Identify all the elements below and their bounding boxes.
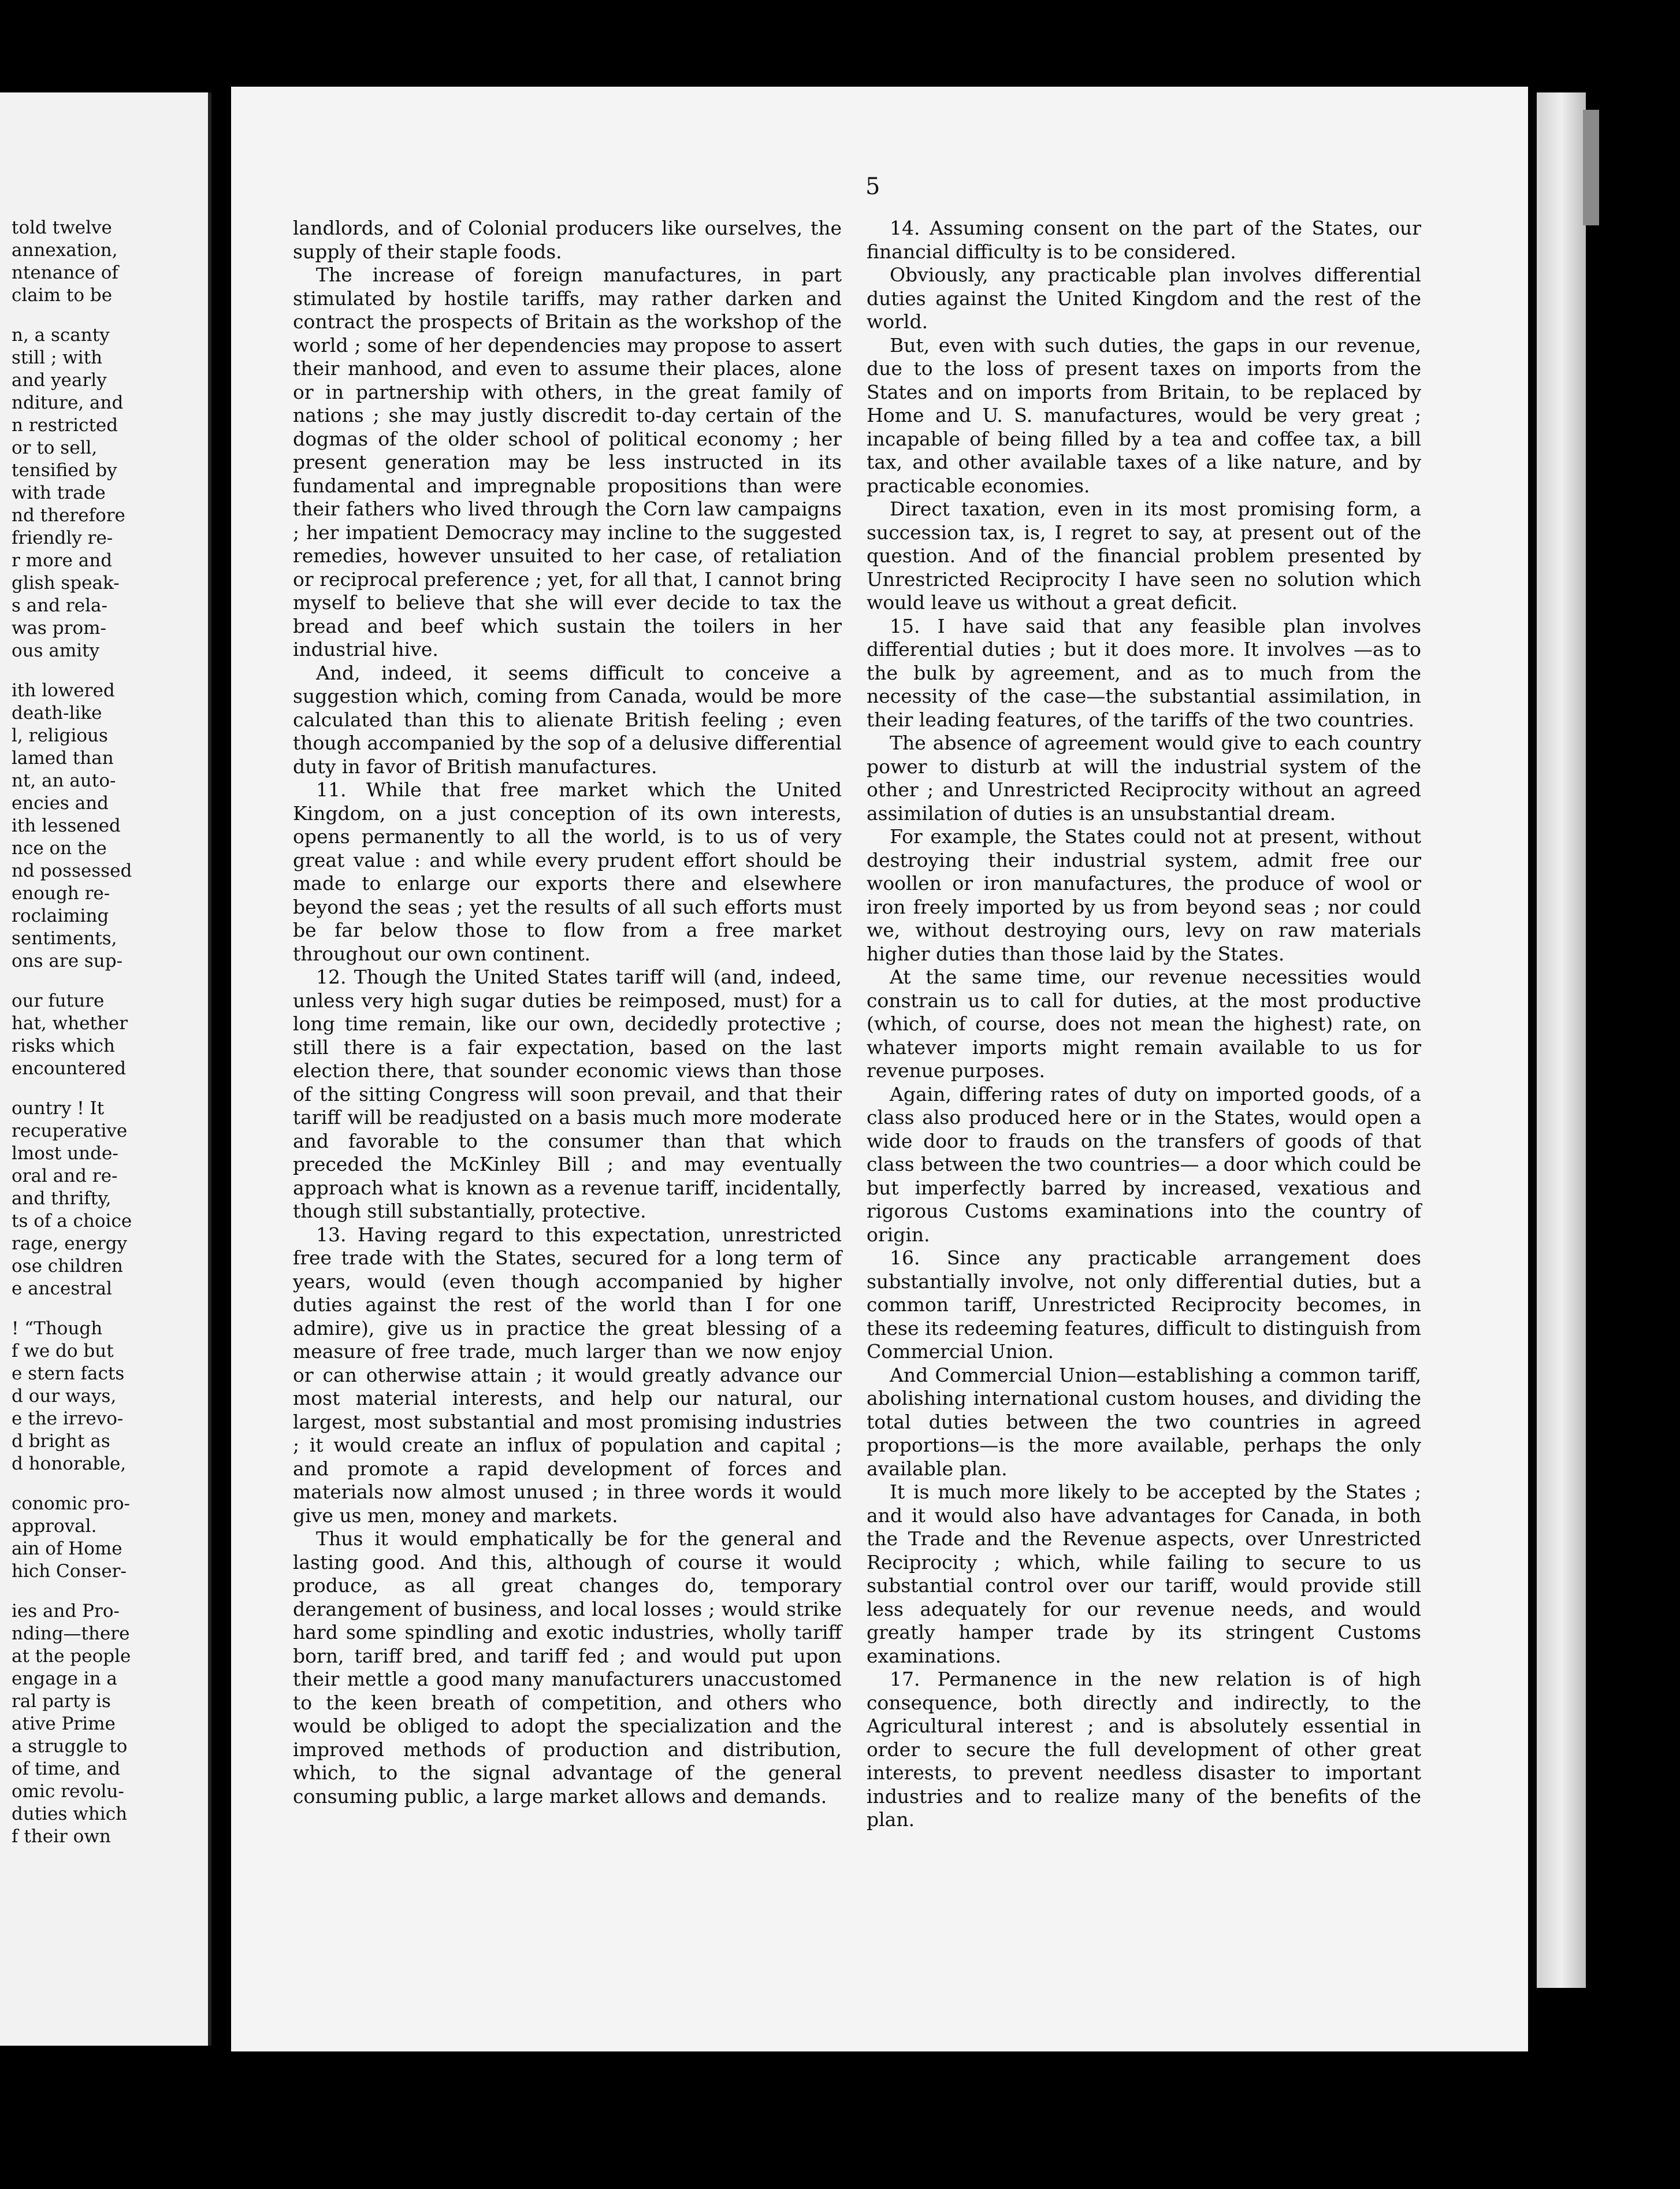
facing-page-line: rage, energy [12, 1233, 128, 1254]
line-gap [12, 662, 185, 680]
facing-page-line: our future [12, 990, 105, 1011]
paragraph: It is much more likely to be accepted by the States ; and it would also have advantages for Canada, in both the Trade and the Revenue aspects, over Unrestricted Reciprocity ; which, while failing to secure to us substantial control over our tariff, would provide still less adequately for our revenue needs, and would greatly hamper trade by its stringent Customs examinations. [867, 1481, 1421, 1667]
facing-page-line: nd therefore [12, 505, 125, 526]
facing-page-line: omic revolu- [12, 1781, 124, 1802]
facing-page-line: ose children [12, 1256, 123, 1277]
facing-page-line: n restricted [12, 415, 118, 436]
facing-page-line: at the people [12, 1646, 131, 1667]
facing-page-line: enough re- [12, 883, 110, 904]
facing-page-line: of time, and [12, 1758, 121, 1779]
facing-page-line: ith lessened [12, 815, 121, 836]
facing-page-line: encies and [12, 793, 109, 814]
paragraph: The absence of agreement would give to each country power to disturb at will the industrial system of the other ; and Unrestricted Reciprocity without an agreed assimilation of duties is an unsubstantial dream. [867, 732, 1421, 825]
facing-page-line: nd possessed [12, 860, 132, 881]
facing-page-line: n, a scanty [12, 325, 110, 346]
facing-page-line: ith lowered [12, 680, 115, 701]
facing-page-line: r more and [12, 550, 113, 571]
paragraph: And Commercial Union—establishing a common tariff, abolishing international custom houses, and dividing the total duties between the two countries in agreed proportions—is the more available, perhaps the only available plan. [867, 1363, 1421, 1480]
line-gap [12, 1080, 185, 1097]
line-gap [12, 1475, 185, 1493]
facing-page-line: ral party is [12, 1691, 111, 1712]
facing-page-line: nditure, and [12, 392, 124, 413]
facing-page-line: engage in a [12, 1668, 117, 1689]
facing-page-line: ons are sup- [12, 951, 123, 971]
facing-page-line: d bright as [12, 1431, 110, 1452]
facing-page-line: recuperative [12, 1121, 128, 1141]
facing-page-line: roclaiming [12, 906, 109, 926]
paragraph: Obviously, any practicable plan involves differential duties against the United Kingdom and the rest of the world. [867, 264, 1421, 333]
facing-page-line: friendly re- [12, 528, 113, 548]
line-gap [12, 1300, 185, 1318]
facing-page-line: tensified by [12, 460, 117, 481]
facing-page-line: ain of Home [12, 1538, 122, 1559]
paragraph: The increase of foreign manufactures, in part stimulated by hostile tariffs, may rather darken and contract the prospects of Britain as the workshop of the world ; some of her dependencies may propose to assert their manhood, and even to assume their places, alone or in partnership with others, in the great family of nations ; she may justly discredit to-day certain of the dogmas of the older school of political economy ; her present generation may be less instructed in its fundamental and impregnable propositions than were their fathers who lived through the Corn law campaigns ; her impatient Democracy may incline to the suggested remedies, however unsuited to her case, of retaliation or reciprocal preference ; yet, for all that, I cannot bring myself to believe that she will ever decide to tax the bread and beef which sustain the toilers in her industrial hive. [293, 264, 842, 661]
paragraph: But, even with such duties, the gaps in our revenue, due to the loss of present taxes on imports from the States and on imports from Britain, to be replaced by Home and U. S. manufactures, would be very great ; incapable of being filled by a tea and coffee tax, a bill tax, and other available taxes of a like nature, and by practicable economies. [867, 333, 1421, 497]
paragraph: For example, the States could not at present, without destroying their industrial system, admit free our woollen or iron manufactures, the produce of wool or iron freely imported by us from beyond seas ; nor could we, without destroying ours, levy on raw materials higher duties than those laid by the States. [867, 825, 1421, 965]
facing-page-line: e the irrevo- [12, 1408, 124, 1429]
facing-page-line: oral and re- [12, 1166, 118, 1186]
facing-page-line: ountry ! It [12, 1098, 105, 1119]
facing-page-line: a struggle to [12, 1736, 128, 1757]
facing-page-line: lmost unde- [12, 1143, 118, 1164]
facing-page-line: ative Prime [12, 1713, 116, 1734]
facing-page-line: d our ways, [12, 1386, 117, 1407]
line-gap [12, 1583, 185, 1600]
facing-page-line: or to sell, [12, 437, 98, 458]
paragraph: 14. Assuming consent on the part of the States, our financial difficulty is to be considered. [867, 217, 1421, 263]
paragraph: 12. Though the United States tariff will (and, indeed, unless very high sugar duties be reimposed, must) for a long time remain, like our own, decidedly protective ; still there is a fair expectation, based on the last election there, that sounder economic views than those of the sitting Congress will soon prevail, and that their tariff will be readjusted on a basis much more moderate and favorable to the consumer than that which preceded the McKinley Bill ; and may eventually approach what is known as a revenue tariff, incidentally, though still substantially, protective. [293, 966, 842, 1222]
facing-page-line: was prom- [12, 618, 106, 639]
facing-page-line: risks which [12, 1036, 115, 1056]
facing-page-line: nt, an auto- [12, 770, 116, 791]
paragraph: 11. While that free market which the United Kingdom, on a just conception of its own interests, opens permanently to all the world, is to us of very great value : and while every prudent effort should be made to enlarge our exports there and elsewhere beyond the seas ; yet the results of all such efforts must be far below those to flow from a free market throughout our own continent. [293, 778, 842, 965]
facing-page-line: death-like [12, 703, 102, 724]
facing-page-line: and thrifty, [12, 1188, 111, 1209]
facing-page-line: annexation, [12, 240, 118, 261]
facing-page-line: encountered [12, 1058, 127, 1079]
right-text-column [867, 217, 1421, 1832]
facing-page-line: duties which [12, 1804, 128, 1824]
paragraph: 13. Having regard to this expectation, unrestricted free trade with the States, secured for a long term of years, would (even though accompanied by higher duties against the rest of the world than I for one admire), give us in practice the great blessing of a measure of free trade, much larger than we now enjoy or can otherwise attain ; it would greatly advance our most material interests, and help our natural, our largest, most substantial and most promising industries ; it would create an influx of population and capital ; and promote a rapid development of forces and materials now almost unused ; in three words it would give us men, money and markets. [293, 1223, 842, 1527]
binding-clip [1583, 110, 1599, 225]
facing-page-line: conomic pro- [12, 1493, 130, 1514]
facing-page-line: and yearly [12, 370, 107, 391]
facing-page-text [12, 217, 185, 1848]
facing-page-line: hat, whether [12, 1013, 128, 1034]
facing-page-line: claim to be [12, 285, 113, 306]
facing-page-line: ous amity [12, 640, 100, 661]
paragraph: 16. Since any practicable arrangement does substantially involve, not only differential duties, but a common tariff, Unrestricted Reciprocity becomes, in these its redeeming features, difficult to distinguish from Commercial Union. [867, 1246, 1421, 1363]
facing-page-line: e stern facts [12, 1363, 125, 1384]
paragraph: 17. Permanence in the new relation is of high consequence, both directly and indirectly, to the Agricultural interest ; and is absolutely essential in order to secure the full development of other great interests, to prevent needless disaster to important industries and to realize many of the benefits of the plan. [867, 1668, 1421, 1831]
facing-page [0, 92, 211, 2046]
paragraph: Again, differing rates of duty on imported goods, of a class also produced here or in the States, would open a wide door to frauds on the transfers of goods of that class between the two countries— a door which could be but imperfectly barred by increased, vexatious and rigorous Customs examinations into the country of origin. [867, 1082, 1421, 1246]
paragraph: landlords, and of Colonial producers like ourselves, the supply of their staple foods. [293, 217, 842, 263]
facing-page-line: ies and Pro- [12, 1601, 120, 1622]
facing-page-line: nding—there [12, 1623, 130, 1644]
facing-page-line: ! “Though [12, 1318, 103, 1339]
facing-page-line: still ; with [12, 347, 103, 368]
facing-page-line: lamed than [12, 748, 114, 769]
facing-page-line: glish speak- [12, 573, 120, 593]
facing-page-line: d honorable, [12, 1453, 127, 1474]
facing-page-line: s and rela- [12, 595, 107, 616]
facing-page-line: e ancestral [12, 1278, 112, 1299]
paragraph: 15. I have said that any feasible plan involves differential duties ; but it does more. It involves —as to the bulk by agreement, and as to much from the necessity of the case—the substantial assimilation, in their leading features, of the tariffs of the two countries. [867, 614, 1421, 731]
line-gap [12, 973, 185, 990]
facing-page-line: with trade [12, 483, 106, 503]
line-gap [12, 307, 185, 324]
facing-page-line: f we do but [12, 1341, 114, 1361]
facing-page-line: hich Conser- [12, 1561, 127, 1582]
facing-page-line: nce on the [12, 838, 107, 859]
facing-page-line: l, religious [12, 725, 108, 746]
paragraph: At the same time, our revenue necessities would constrain us to call for duties, at the most productive (which, of course, does not mean the highest) rate, on whatever imports might remain available to us for revenue purposes. [867, 966, 1421, 1082]
left-text-column [293, 217, 842, 1808]
facing-page-line: told twelve [12, 217, 112, 238]
facing-page-line: ntenance of [12, 262, 118, 283]
facing-page-line: sentiments, [12, 928, 117, 949]
page-number: 5 [865, 173, 880, 200]
paragraph: And, indeed, it seems difficult to conceive a suggestion which, coming from Canada, would be more calculated than this to alienate British feeling ; even though accompanied by the sop of a delusive differential duty in favor of British manufactures. [293, 661, 842, 778]
document-page [231, 87, 1528, 2051]
page-edge [1537, 92, 1586, 1988]
facing-page-line: f their own [12, 1826, 111, 1847]
paragraph: Direct taxation, even in its most promising form, a succession tax, is, I regret to say, at present out of the question. And of the financial problem presented by Unrestricted Reciprocity I have seen no solution which would leave us without a great deficit. [867, 498, 1421, 614]
facing-page-line: approval. [12, 1516, 97, 1537]
facing-page-line: ts of a choice [12, 1211, 132, 1231]
paragraph: Thus it would emphatically be for the general and lasting good. And this, although of course it would produce, as all great changes do, temporary derangement of business, and local losses ; would strike hard some spindling and exotic industries, wholly tariff born, tariff bred, and tariff fed ; and would put upon their mettle a good many manufacturers unaccustomed to the keen breath of competition, and others who would be obliged to adopt the specialization and the improved methods of production and distribution, which, to the signal advantage of the general consuming public, a large market allows and demands. [293, 1527, 842, 1808]
